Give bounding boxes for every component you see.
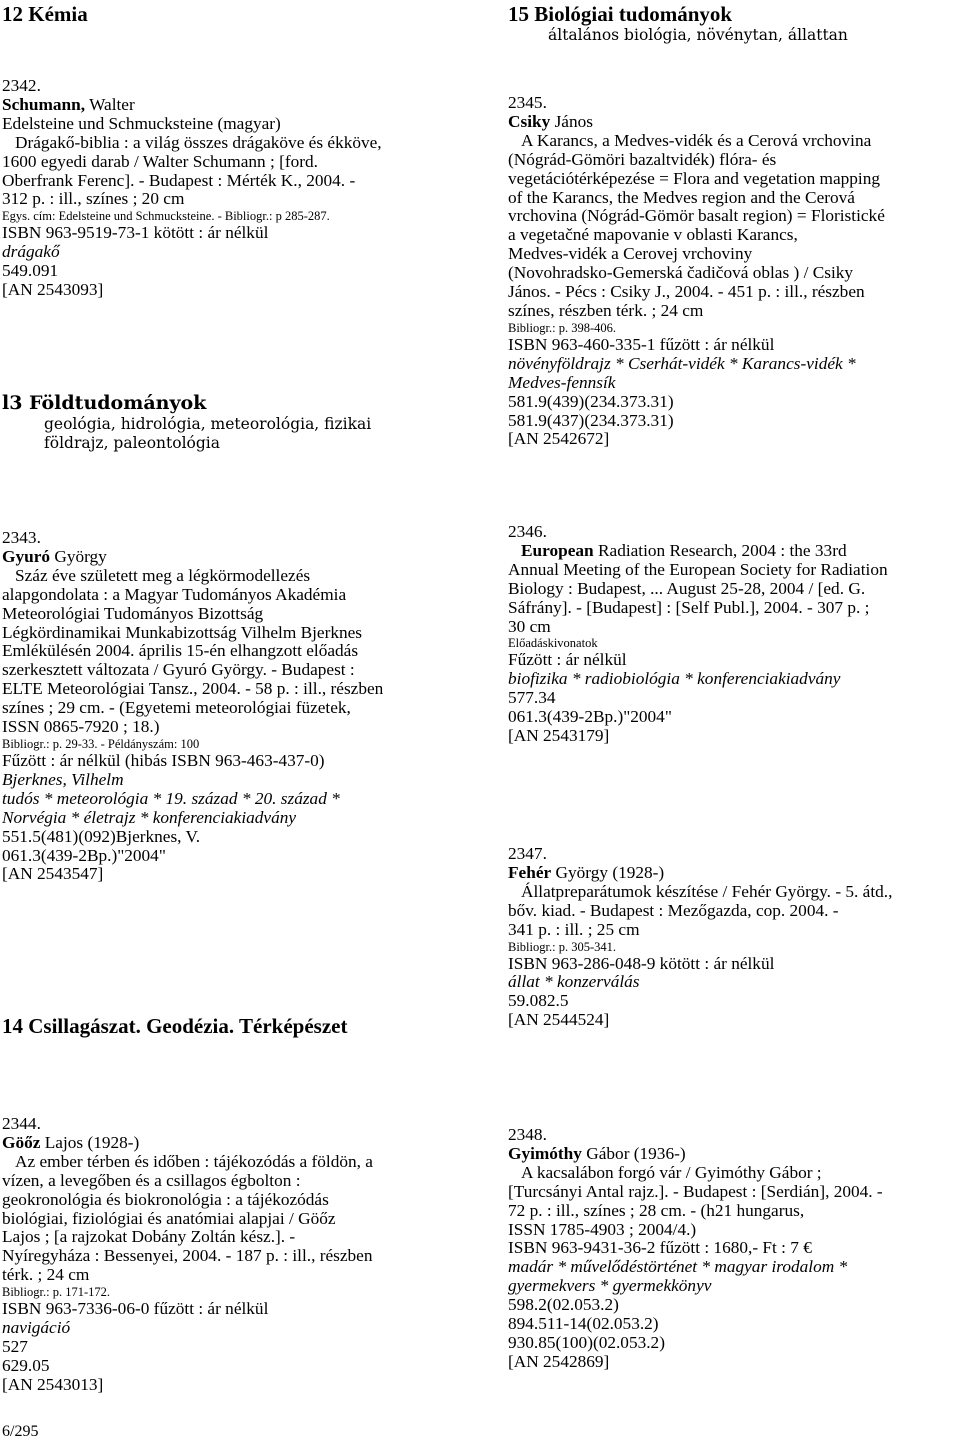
- entry-udc: 59.082.5: [508, 991, 569, 1011]
- entry-2343: [2, 529, 383, 884]
- entry-line: 72 p. : ill., színes ; 28 cm. - (h21 hungarus,: [508, 1200, 805, 1220]
- entry-original-title: Edelsteine und Schmucksteine (magyar): [2, 113, 281, 133]
- entry-number: 2347.: [508, 844, 547, 863]
- entry-subject: Norvégia * életrajz * konferenciakiadvány: [2, 807, 297, 827]
- entry-note: Bibliogr.: p. 171-172.: [2, 1285, 110, 1300]
- entry-2342: [2, 77, 382, 300]
- entry-line: A Karancs, a Medves-vidék és a Cerová vrchovina: [521, 130, 872, 150]
- entry-note: Előadáskivonatok: [508, 636, 598, 651]
- entry-line: vegetációtérképezése = Flora and vegetation mapping: [508, 168, 881, 188]
- entry-line: Oberfrank Ferenc]. - Budapest : Mérték K., 2004. -: [2, 170, 356, 190]
- entry-author-rest: György (1928-): [551, 862, 665, 882]
- entry-line: 1600 egyedi darab / Walter Schumann ; [ford.: [2, 151, 318, 171]
- entry-subject: állat * konzerválás: [508, 972, 640, 992]
- entry-line: színes ; 29 cm. - (Egyetemi meteorológiai füzetek,: [2, 698, 351, 718]
- entry-2347: [508, 845, 892, 1030]
- entry-subject: Bjerknes, Vilhelm: [2, 769, 124, 789]
- entry-isbn: ISBN 963-7336-06-0 fűzött : ár nélkül: [2, 1299, 269, 1319]
- entry-udc: 629.05: [2, 1355, 50, 1375]
- entry-subject: növényföldrajz * Cserhát-vidék * Karancs-vidék *: [508, 353, 856, 373]
- entry-line: (Nógrád-Gömöri bazaltvidék) flóra- és: [508, 149, 777, 169]
- entry-line: Nyíregyháza : Bessenyei, 2004. - 187 p. : ill., részben: [2, 1246, 373, 1266]
- entry-udc: 551.5(481)(092)Bjerknes, V.: [2, 826, 201, 846]
- entry-line: Emlékülésén 2004. április 15-én elhangzott előadás: [2, 641, 359, 661]
- entry-isbn: Fűzött : ár nélkül: [508, 650, 627, 670]
- entry-an: [AN 2542869]: [508, 1351, 610, 1371]
- entry-line: biológiai, fiziológiai és anatómiai alapjai / Göőz: [2, 1208, 336, 1228]
- entry-line: Légkördinamikai Munkabizottság Vilhelm Bjerknes: [2, 622, 363, 642]
- entry-number: 2342.: [2, 76, 41, 95]
- entry-an: [AN 2543093]: [2, 280, 104, 300]
- entry-subject: Medves-fennsík: [508, 372, 616, 392]
- entry-author: Csiky: [508, 111, 551, 131]
- entry-number: 2348.: [508, 1125, 547, 1144]
- entry-subject: tudós * meteorológia * 19. század * 20. század *: [2, 788, 340, 808]
- section-title-astronomy: 14 Csillagászat. Geodézia. Térképészet: [2, 1014, 348, 1038]
- entry-number: 2345.: [508, 93, 547, 112]
- entry-line: Drágakő-biblia : a világ összes drágaköve és ékköve,: [15, 132, 382, 152]
- entry-author-rest: Walter: [85, 94, 135, 114]
- entry-line: 30 cm: [508, 616, 551, 636]
- entry-line: [Turcsányi Antal rajz.]. - Budapest : [Serdián], 2004. -: [508, 1181, 883, 1201]
- entry-line: Meteorológiai Tudományos Bizottság: [2, 603, 264, 623]
- entry-note: Bibliogr.: p. 398-406.: [508, 320, 616, 335]
- entry-udc: 061.3(439-2Bp.)"2004": [508, 707, 672, 727]
- entry-udc: 930.85(100)(02.053.2): [508, 1332, 665, 1352]
- entry-note: Bibliogr.: p. 305-341.: [508, 939, 616, 954]
- entry-2345: [508, 94, 885, 449]
- entry-line: színes, részben térk. ; 24 cm: [508, 300, 704, 320]
- section-title-earth-sciences: l3 Földtudományok: [2, 392, 207, 414]
- entry-line: vrchovina (Nógrád-Gömör basalt region) = Floristické: [508, 206, 885, 226]
- entry-udc: 527: [2, 1336, 28, 1356]
- entry-author: Göőz: [2, 1132, 41, 1152]
- entry-author: Gyuró: [2, 546, 51, 566]
- entry-author-rest: Lajos (1928-): [40, 1132, 140, 1152]
- entry-line: Medves-vidék a Cerovej vrchoviny: [508, 244, 753, 264]
- entry-author: Gyimóthy: [508, 1143, 582, 1163]
- entry-line: Az ember térben és időben : tájékozódás a földön, a: [15, 1151, 373, 1171]
- entry-udc: 549.091: [2, 261, 59, 281]
- entry-an: [AN 2543179]: [508, 726, 610, 746]
- entry-number: 2344.: [2, 1114, 41, 1133]
- entry-author-rest: György: [50, 546, 107, 566]
- entry-note: Egys. cím: Edelsteine und Schmucksteine. - Bibliogr.: p 285-287.: [2, 209, 330, 224]
- entry-author: Fehér: [508, 862, 552, 882]
- entry-subject: madár * művelődéstörténet * magyar irodalom *: [508, 1257, 848, 1277]
- entry-line: bőv. kiad. - Budapest : Mezőgazda, cop. 2004. -: [508, 900, 839, 920]
- entry-author-rest: János: [550, 111, 593, 131]
- entry-2344: [2, 1115, 373, 1395]
- entry-line: vízen, a levegőben és a csillagos égbolton :: [2, 1170, 301, 1190]
- entry-line: ELTE Meteorológiai Tansz., 2004. - 58 p. : ill., részben: [2, 679, 384, 699]
- entry-line: ISSN 1785-4903 ; 2004/4.): [508, 1219, 697, 1239]
- entry-an: [AN 2543013]: [2, 1374, 104, 1394]
- entry-isbn: ISBN 963-9431-36-2 fűzött : 1680,- Ft : 7 €: [508, 1238, 812, 1258]
- entry-author-rest: Gábor (1936-): [581, 1143, 686, 1163]
- entry-line: Száz éve született meg a légkörmodellezés: [15, 565, 311, 585]
- entry-line: Biology : Budapest, ... August 25-28, 2004 / [ed. G.: [508, 578, 866, 598]
- entry-number: 2346.: [508, 522, 547, 541]
- entry-line: szerkesztett változata / Gyuró György. - Budapest :: [2, 660, 355, 680]
- entry-isbn: Fűzött : ár nélkül (hibás ISBN 963-463-437-0): [2, 750, 325, 770]
- entry-line: Állatpreparátumok készítése / Fehér György. - 5. átd.,: [521, 881, 893, 901]
- entry-line: (Novohradsko-Gemerská čadičová oblas ) / Csiky: [508, 263, 854, 283]
- entry-an: [AN 2544524]: [508, 1010, 610, 1030]
- entry-line: János. - Pécs : Csiky J., 2004. - 451 p. : ill., részben: [508, 282, 865, 302]
- entry-udc: 577.34: [508, 688, 556, 708]
- entry-line: A kacsalábon forgó vár / Gyimóthy Gábor ;: [521, 1162, 822, 1182]
- section-subtitle-biology: általános biológia, növénytan, állattan: [548, 26, 848, 44]
- entry-line: Sáfrány]. - [Budapest] : [Self Publ.], 2004. - 307 p. ;: [508, 597, 870, 617]
- entry-udc: 061.3(439-2Bp.)"2004": [2, 845, 166, 865]
- section-header-biology: [508, 2, 848, 45]
- entry-2346: [508, 523, 888, 746]
- entry-an: [AN 2542672]: [508, 429, 610, 449]
- entry-udc: 581.9(439)(234.373.31): [508, 391, 674, 411]
- entry-2348: [508, 1126, 883, 1372]
- page-number: 6/295: [2, 1423, 39, 1440]
- entry-line: Annual Meeting of the European Society for Radiation: [508, 559, 888, 579]
- section-title-chemistry: 12 Kémia: [2, 2, 88, 26]
- entry-line: térk. ; 24 cm: [2, 1265, 90, 1285]
- entry-line: ISSN 0865-7920 ; 18.): [2, 717, 160, 737]
- section-subtitle-earth-sciences: földrajz, paleontológia: [44, 434, 221, 452]
- entry-udc: 581.9(437)(234.373.31): [508, 410, 674, 430]
- section-subtitle-earth-sciences: geológia, hidrológia, meteorológia, fizikai: [44, 415, 372, 433]
- entry-author: Schumann,: [2, 94, 86, 114]
- entry-subject: gyermekvers * gyermekkönyv: [508, 1276, 712, 1296]
- entry-line: 312 p. : ill., színes ; 20 cm: [2, 189, 185, 209]
- entry-isbn: ISBN 963-9519-73-1 kötött : ár nélkül: [2, 223, 269, 243]
- entry-subject: navigáció: [2, 1318, 71, 1338]
- entry-line: alapgondolata : a Magyar Tudományos Akadémia: [2, 584, 347, 604]
- entry-line: of the Karancs, the Medves region and the Cerová: [508, 187, 855, 207]
- section-header-earth-sciences: [2, 391, 371, 453]
- entry-subject: biofizika * radiobiológia * konferenciakiadvány: [508, 669, 841, 689]
- entry-udc: 894.511-14(02.053.2): [508, 1314, 659, 1334]
- entry-line: 341 p. : ill. ; 25 cm: [508, 919, 640, 939]
- entry-number: 2343.: [2, 528, 41, 547]
- entry-isbn: ISBN 963-286-048-9 kötött : ár nélkül: [508, 953, 775, 973]
- entry-subject: drágakő: [2, 242, 60, 262]
- entry-author: European: [521, 540, 594, 560]
- entry-note: Bibliogr.: p. 29-33. - Példányszám: 100: [2, 736, 200, 751]
- section-title-biology: 15 Biológiai tudományok: [508, 2, 733, 26]
- entry-author-rest: Radiation Research, 2004 : the 33rd: [593, 540, 847, 560]
- entry-line: a vegetačné mapovanie v oblasti Karancs,: [508, 225, 798, 245]
- entry-line: Lajos ; [a rajzokat Dobány Zoltán kész.]. -: [2, 1227, 296, 1247]
- entry-an: [AN 2543547]: [2, 864, 104, 884]
- entry-udc: 598.2(02.053.2): [508, 1295, 619, 1315]
- entry-line: geokronológia és biokronológia : a tájékozódás: [2, 1189, 329, 1209]
- entry-isbn: ISBN 963-460-335-1 fűzött : ár nélkül: [508, 334, 775, 354]
